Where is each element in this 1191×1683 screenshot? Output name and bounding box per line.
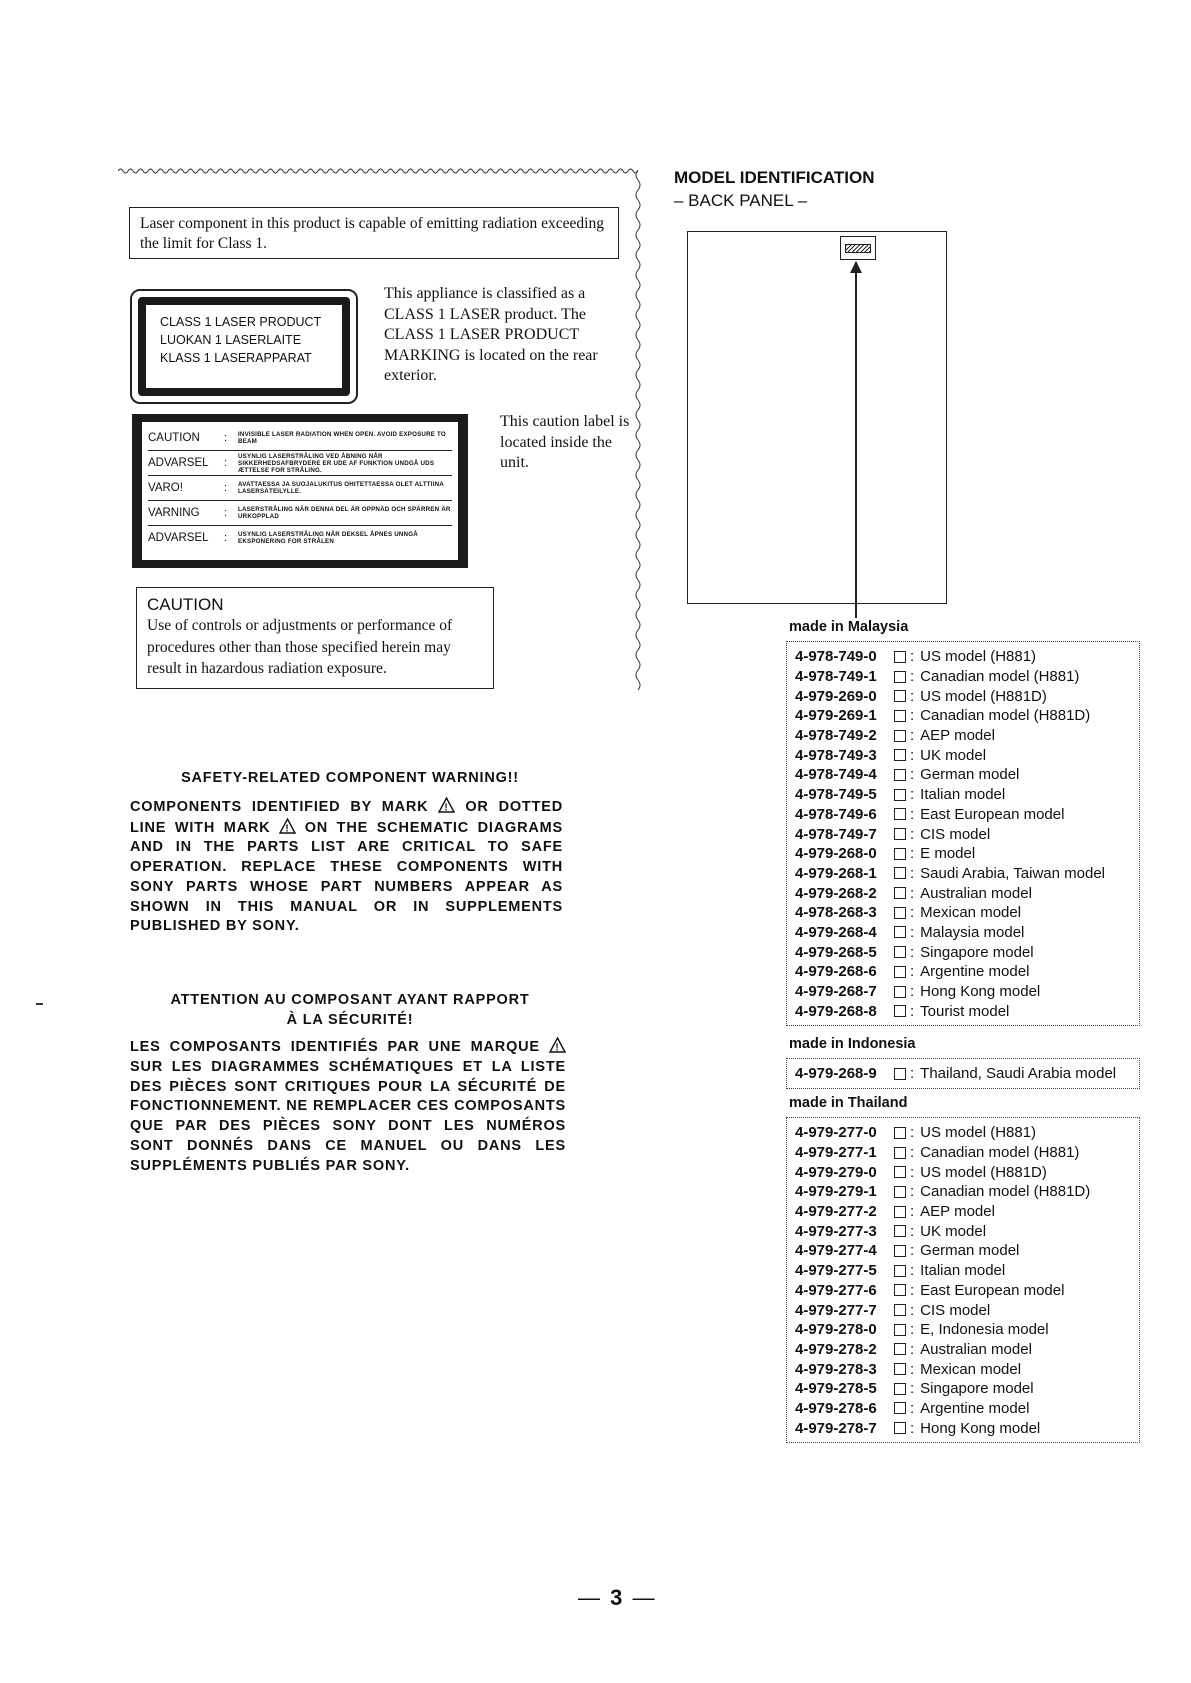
model-row [795,1001,1139,1021]
caution-label-row [148,451,452,476]
checkbox-square-icon [894,926,906,938]
separator: : [910,1281,915,1299]
caution-label-row [148,526,452,550]
class-label-line: KLASS 1 LASERAPPARAT [160,351,312,365]
part-code: 4-979-269-0 [795,687,877,705]
model-name: Argentine model [920,963,1030,981]
model-row [795,706,1139,726]
model-row [795,1300,1139,1320]
model-name: Singapore model [920,1380,1034,1398]
separator: : [910,943,915,961]
model-row [795,1241,1139,1261]
fr-title-line: À LA SÉCURITÉ! [286,1012,414,1028]
separator: : [910,904,915,922]
part-code: 4-979-277-7 [795,1301,877,1319]
fr-title-line: ATTENTION AU COMPOSANT AYANT RAPPORT [170,992,530,1008]
separator: : [910,746,915,764]
model-row [795,647,1139,667]
model-name: CIS model [920,1301,991,1319]
caution-label-word: ADVARSEL [148,457,209,469]
model-list [786,641,1140,1026]
part-code: 4-979-277-6 [795,1281,877,1299]
safety-text-part: COMPONENTS IDENTIFIED BY MARK [130,799,429,815]
page-number-value: 3 [610,1585,625,1610]
separator: : [910,1399,915,1417]
separator: : [910,845,915,863]
checkbox-square-icon [894,1127,906,1139]
model-row [795,1320,1139,1340]
separator: : [910,1360,915,1378]
checkbox-square-icon [894,1324,906,1336]
separator: : [910,1340,915,1358]
separator: : [910,805,915,823]
checkbox-square-icon [894,1245,906,1257]
separator: : [910,1124,915,1142]
checkbox-square-icon [894,730,906,742]
caution-label-word: ADVARSEL [148,532,209,544]
model-row [795,1162,1139,1182]
checkbox-square-icon [894,828,906,840]
model-name: German model [920,1242,1020,1260]
separator: : [910,1301,915,1319]
model-name: UK model [920,746,987,764]
model-name: US model (H881) [920,648,1037,666]
caution-label-colon: : [224,507,228,519]
model-row [795,1261,1139,1281]
model-name: Italian model [920,1262,1006,1280]
svg-text:!: ! [444,802,449,813]
model-name: Thailand, Saudi Arabia model [920,1065,1117,1083]
svg-text:!: ! [555,1042,560,1053]
safety-text-part: OR DOTTED LINE WITH MARK [130,799,563,836]
caution-label-word: VARNING [148,507,200,519]
model-row [795,1202,1139,1222]
separator: : [910,963,915,981]
model-name: E model [920,845,976,863]
checkbox-square-icon [894,1422,906,1434]
caution-label-text: USYNLIG LASERSTRÅLING VED ÅBNING NÅR SIKKERHEDSAFBRYDERE ER UDE AF FUNKTION UNDGÅ UDS ÆTTELSE FOR STRÅLING. [238,452,435,474]
model-row [795,903,1139,923]
model-list [786,1117,1140,1443]
model-name: Singapore model [920,943,1034,961]
model-row [795,1359,1139,1379]
laser-notice-text: Laser component in this product is capable of emitting radiation exceeding the limit for Class 1. [140,215,604,252]
model-row [795,824,1139,844]
model-row [795,1221,1139,1241]
caution-label-text: AVATTAESSA JA SUOJALUKITUS OHITETTAESSA OLET ALTTIINA LASERSÄTEILYLLE. [238,481,444,495]
caution-warning-label [132,414,468,568]
model-id-subtitle: – BACK PANEL – [674,191,808,210]
checkbox-square-icon [894,986,906,998]
class-label-line: CLASS 1 LASER PRODUCT [160,315,322,329]
part-code: 4-979-278-5 [795,1380,877,1398]
separator: : [910,1163,915,1181]
separator: : [910,923,915,941]
model-name: East European model [920,805,1065,823]
model-row [795,1143,1139,1163]
checkbox-square-icon [894,1284,906,1296]
separator: : [910,1419,915,1437]
safety-warning-body [130,797,563,937]
warning-triangle-icon [549,1037,566,1053]
checkbox-square-icon [894,887,906,899]
checkbox-square-icon [894,907,906,919]
part-code: 4-979-268-9 [795,1065,877,1083]
checkbox-square-icon [894,1343,906,1355]
part-code: 4-979-268-5 [795,943,877,961]
caution-label-colon: : [224,432,228,444]
part-code: 4-978-268-3 [795,904,877,922]
separator: : [910,727,915,745]
model-row [795,982,1139,1002]
part-code: 4-979-278-0 [795,1321,877,1339]
model-row [795,864,1139,884]
separator: : [910,1380,915,1398]
checkbox-square-icon [894,966,906,978]
origin-label: made in Malaysia [789,619,909,635]
part-code: 4-978-749-6 [795,805,877,823]
caution-label-text: INVISIBLE LASER RADIATION WHEN OPEN. AVOID EXPOSURE TO BEAM [238,431,446,445]
model-name: UK model [920,1222,987,1240]
separator: : [910,884,915,902]
safety-warning-body-fr [130,1037,566,1177]
model-row [795,883,1139,903]
checkbox-square-icon [894,867,906,879]
checkbox-square-icon [894,1383,906,1395]
checkbox-square-icon [894,749,906,761]
part-code: 4-979-268-6 [795,963,877,981]
separator: : [910,1321,915,1339]
part-code: 4-978-749-5 [795,786,877,804]
model-row [795,1123,1139,1143]
model-name: East European model [920,1281,1065,1299]
model-name: Canadian model (H881D) [920,707,1091,725]
checkbox-square-icon [894,1147,906,1159]
model-name: AEP model [920,727,995,745]
model-name: US model (H881D) [920,1163,1047,1181]
model-name: Mexican model [920,904,1022,922]
checkbox-square-icon [894,710,906,722]
wavy-side-rule [634,170,642,690]
model-row [795,844,1139,864]
part-code: 4-979-269-1 [795,707,877,725]
checkbox-square-icon [894,769,906,781]
origin-label: made in Thailand [789,1095,908,1111]
caution-label-colon: : [224,482,228,494]
checkbox-square-icon [894,1166,906,1178]
part-code: 4-979-279-1 [795,1183,877,1201]
warning-triangle-icon [438,797,455,813]
separator: : [910,983,915,1001]
separator: : [910,1262,915,1280]
caution-label-row [148,426,452,451]
checkbox-square-icon [894,1225,906,1237]
checkbox-square-icon [894,651,906,663]
caution-box [136,587,494,689]
checkbox-square-icon [894,946,906,958]
model-row [795,1340,1139,1360]
part-code: 4-979-278-7 [795,1419,877,1437]
part-code: 4-978-749-1 [795,668,877,686]
caution-label-text: USYNLIG LASERSTRÅLING NÅR DEKSEL ÅPNES UNNGÅ EKSPONERING FOR STRÅLEN [238,531,418,545]
fr-text-part: LES COMPOSANTS IDENTIFIÉS PAR UNE MARQUE [130,1039,540,1055]
part-code: 4-979-268-4 [795,923,877,941]
part-code: 4-979-278-6 [795,1399,877,1417]
part-code: 4-979-278-2 [795,1340,877,1358]
page-number: — 3 — [578,1585,657,1610]
checkbox-square-icon [894,1186,906,1198]
part-code: 4-978-749-3 [795,746,877,764]
caution-box-body: Use of controls or adjustments or performance of procedures other than those specified herein may result in hazardous radiation exposure. [147,617,453,677]
separator: : [910,825,915,843]
separator: : [910,766,915,784]
separator: : [910,668,915,686]
model-name: German model [920,766,1020,784]
checkbox-square-icon [894,1068,906,1080]
model-name: Saudi Arabia, Taiwan model [920,864,1106,882]
model-list [786,1058,1140,1089]
model-row [795,1418,1139,1438]
model-row [795,1182,1139,1202]
part-code: 4-979-277-4 [795,1242,877,1260]
separator: : [910,1183,915,1201]
model-name: US model (H881) [920,1124,1037,1142]
part-code: 4-979-277-5 [795,1262,877,1280]
fr-text-part: SUR LES DIAGRAMMES SCHÉMATIQUES ET LA LISTE DES PIÈCES SONT CRITIQUES POUR LA SÉCURITÉ DE FONCTIONNEMENT. NE REMPLACER CES COMPOSANTS QUE PAR DES PIÈCES SONY DONT LES NUMÉROS SONT DONNÉS DANS CE MANUEL OU DANS LES SUPPLÉMENTS PUBLIÉS PAR SONY. [130,1058,566,1174]
checkbox-square-icon [894,1304,906,1316]
caution-label-row [148,476,452,501]
class-label-line: LUOKAN 1 LASERLAITE [160,333,302,347]
model-row [795,1379,1139,1399]
separator: : [910,1203,915,1221]
caution-label-text: LASERSTRÅLING NÄR DENNA DEL ÄR OPPNÄD OCH SPÄRREN ÄR URKOPPLAD [238,506,451,520]
caution-label-colon: : [224,532,228,544]
separator: : [910,707,915,725]
class1-laser-label [130,289,358,404]
model-row [795,923,1139,943]
caution-label-word: VARO! [148,482,183,494]
safety-warning-title: SAFETY-RELATED COMPONENT WARNING!! [181,770,519,786]
model-name: Hong Kong model [920,1419,1041,1437]
caution-label-colon: : [224,457,228,469]
part-code: 4-979-278-3 [795,1360,877,1378]
model-row [795,745,1139,765]
part-code: 4-978-749-4 [795,766,877,784]
model-name: Canadian model (H881D) [920,1183,1091,1201]
part-code: 4-979-277-1 [795,1144,877,1162]
model-row [795,785,1139,805]
model-name: CIS model [920,825,991,843]
origin-label: made in Indonesia [789,1036,916,1052]
part-code: 4-979-277-3 [795,1222,877,1240]
model-name: Canadian model (H881) [920,1144,1080,1162]
separator: : [910,687,915,705]
part-code: 4-978-749-2 [795,727,877,745]
checkbox-square-icon [894,848,906,860]
caution-label-row [148,501,452,526]
model-name: Argentine model [920,1399,1030,1417]
svg-text:!: ! [285,823,290,834]
checkbox-square-icon [894,1265,906,1277]
part-code: 4-979-279-0 [795,1163,877,1181]
model-row [795,805,1139,825]
model-row [795,1281,1139,1301]
part-code: 4-979-268-2 [795,884,877,902]
part-code: 4-979-268-1 [795,864,877,882]
part-code: 4-978-749-7 [795,825,877,843]
model-name: Hong Kong model [920,983,1041,1001]
caution-label-word: CAUTION [148,432,200,444]
model-name: Tourist model [920,1002,1010,1020]
separator: : [910,864,915,882]
separator: : [910,1065,915,1083]
caution-location-text: This caution label is located inside the unit. [500,413,630,471]
safety-warning-title-fr [130,990,570,1030]
back-panel-diagram [687,231,947,604]
model-row [795,1399,1139,1419]
separator: : [910,648,915,666]
checkbox-square-icon [894,789,906,801]
model-row [795,667,1139,687]
model-name: AEP model [920,1203,995,1221]
part-code: 4-979-268-7 [795,983,877,1001]
model-name: E, Indonesia model [920,1321,1049,1339]
part-code: 4-979-268-8 [795,1002,877,1020]
model-name: Australian model [920,884,1032,902]
checkbox-square-icon [894,808,906,820]
checkbox-square-icon [894,690,906,702]
wavy-top-rule [118,166,638,176]
checkbox-square-icon [894,671,906,683]
part-code: 4-979-277-2 [795,1203,877,1221]
checkbox-square-icon [894,1363,906,1375]
checkbox-square-icon [894,1206,906,1218]
model-row [795,726,1139,746]
model-name: Mexican model [920,1360,1022,1378]
model-name: Italian model [920,786,1006,804]
margin-mark [36,1003,43,1005]
model-row [795,962,1139,982]
safety-text-part: ON THE SCHEMATIC DIAGRAMS AND IN THE PARTS LIST ARE CRITICAL TO SAFE OPERATION. REPLACE THESE COMPONENTS WITH SONY PARTS WHOSE PART NUMBERS APPEAR AS SHOWN IN THIS MANUAL OR IN SUPPLEMENTS PUBLISHED BY SONY. [130,819,563,935]
separator: : [910,1222,915,1240]
part-code: 4-979-277-0 [795,1124,877,1142]
pointer-line [855,262,857,618]
checkbox-square-icon [894,1005,906,1017]
model-name: Canadian model (H881) [920,668,1080,686]
model-row [795,1064,1139,1084]
laser-notice-box [129,207,619,259]
separator: : [910,1242,915,1260]
part-code: 4-979-268-0 [795,845,877,863]
separator: : [910,1144,915,1162]
model-label-sticker [840,236,876,260]
model-name: Malaysia model [920,923,1025,941]
class-description: This appliance is classified as a CLASS 1 LASER product. The CLASS 1 LASER PRODUCT MARKING is located on the rear exterior. [384,285,598,384]
separator: : [910,1002,915,1020]
model-name: US model (H881D) [920,687,1047,705]
part-code: 4-978-749-0 [795,648,877,666]
model-row [795,942,1139,962]
model-id-title: MODEL IDENTIFICATION [674,168,875,187]
warning-triangle-icon [279,818,296,834]
checkbox-square-icon [894,1402,906,1414]
model-row [795,765,1139,785]
model-row [795,686,1139,706]
model-name: Australian model [920,1340,1032,1358]
caution-box-title: CAUTION [147,595,224,614]
separator: : [910,786,915,804]
